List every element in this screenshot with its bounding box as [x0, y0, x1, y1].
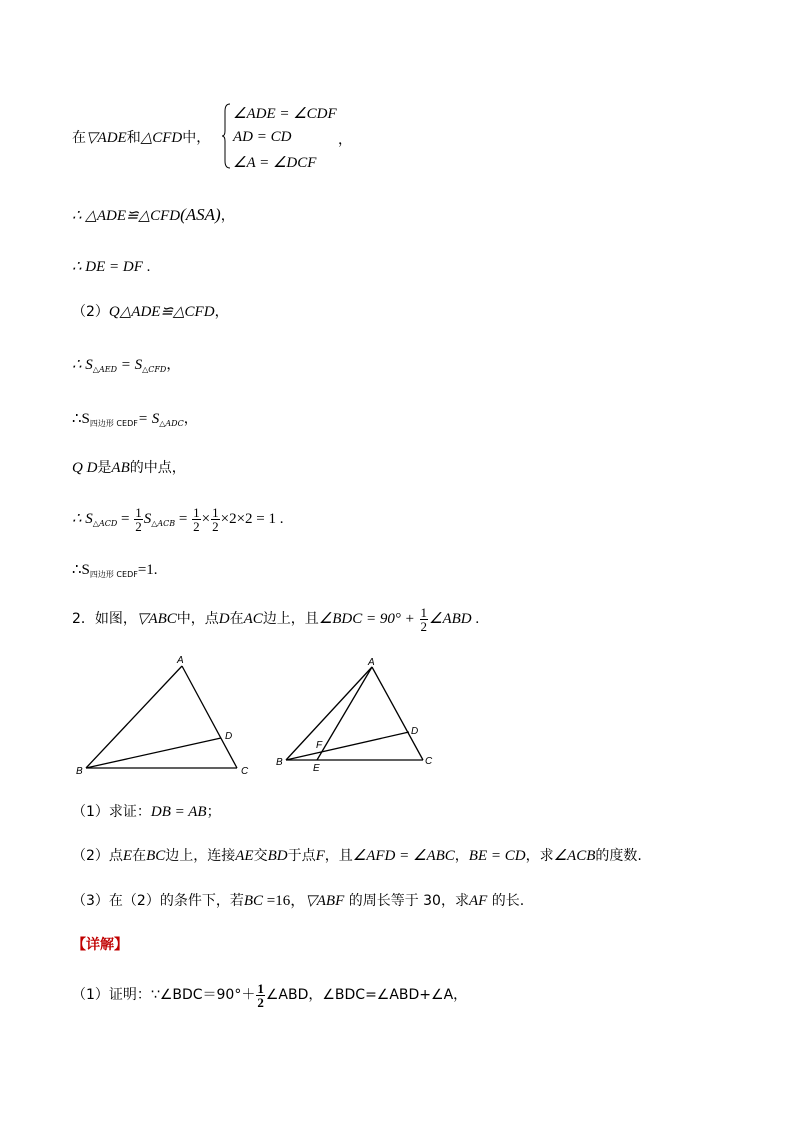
numerator: 1	[135, 504, 142, 520]
question-2	[72, 604, 479, 634]
text: ，	[220, 208, 235, 224]
math: ∠ABD	[429, 611, 472, 627]
text: .	[142, 259, 151, 275]
subscript: 四边形 CEDF	[89, 419, 138, 428]
math: BC	[146, 848, 166, 864]
equation-1: ∠ADE = ∠CDF	[233, 106, 337, 122]
text: .	[471, 611, 480, 627]
label-B: B	[276, 757, 283, 768]
text: ∠ABD，∠BDC=∠ABD+∠A，	[265, 987, 468, 1003]
text: （2）	[72, 304, 109, 320]
math: ▽ADE	[86, 130, 127, 146]
math: ∴ △ADE≌△CFD	[72, 208, 181, 224]
math: (ASA)	[180, 205, 221, 224]
math: Q△ADE≌△CFD	[108, 304, 215, 320]
math: ▽ABC	[136, 611, 177, 627]
fraction	[134, 506, 143, 533]
text: （1）求证：	[72, 804, 151, 820]
text: 于点	[287, 848, 316, 864]
subscript: 四边形 CEDF	[89, 570, 138, 579]
text: ，	[338, 132, 352, 148]
text: 中，点	[176, 611, 219, 627]
math: ▽ABF	[305, 893, 345, 909]
label-C: C	[241, 766, 249, 777]
label-A: A	[177, 655, 184, 666]
math: AE	[235, 848, 254, 864]
fraction	[192, 506, 201, 533]
segment-AC	[372, 667, 423, 760]
text: 在	[132, 848, 147, 864]
text: 是	[97, 460, 112, 476]
question-2-part-1	[72, 803, 221, 821]
text: ∴S	[72, 411, 90, 427]
subscript: △ADC	[159, 419, 184, 428]
question-2-part-3	[72, 892, 524, 910]
text: 在	[229, 611, 244, 627]
text: ，	[183, 411, 198, 427]
text: 的度数.	[595, 848, 642, 864]
math: AF	[468, 893, 488, 909]
subscript: △AED	[92, 365, 117, 374]
text: .	[276, 511, 284, 527]
text: 在	[72, 130, 86, 146]
math: ×	[201, 511, 211, 527]
text: 边上，连接	[165, 848, 236, 864]
segment-AB	[286, 667, 372, 760]
math: ∠AFD = ∠ABC	[352, 848, 455, 864]
math: ×2×2 = 1	[220, 511, 276, 527]
fraction	[420, 606, 429, 633]
label-E: E	[313, 763, 320, 774]
equation-3: ∠A = ∠DCF	[233, 155, 317, 171]
denominator: 2	[420, 618, 428, 634]
subscript: △ACB	[151, 519, 176, 528]
math: AC	[243, 611, 263, 627]
text: 的周长等于 30，求	[344, 893, 469, 909]
text: ，求	[525, 848, 554, 864]
line-4	[72, 303, 229, 321]
fraction	[211, 506, 220, 533]
text: ；	[206, 804, 221, 820]
text: （2）点	[72, 848, 123, 864]
math: BD	[267, 848, 288, 864]
math: = S	[116, 357, 143, 373]
denominator: 2	[135, 518, 142, 534]
numerator: 1	[257, 980, 264, 996]
text: ，	[214, 304, 229, 320]
segment-AC	[182, 666, 237, 768]
denominator: 2	[193, 518, 200, 534]
text: （3）在（2）的条件下，若	[72, 893, 244, 909]
line-5	[72, 356, 180, 376]
text: =16，	[263, 893, 306, 909]
math: F	[315, 848, 325, 864]
math: BC	[243, 893, 263, 909]
text: ，	[454, 848, 469, 864]
line-9	[72, 561, 158, 581]
line-3	[72, 258, 150, 276]
denominator: 2	[257, 994, 264, 1010]
detail-heading	[72, 936, 128, 954]
math: △CFD	[140, 130, 183, 146]
math: D	[218, 611, 230, 627]
math: Q D	[72, 460, 98, 476]
subscript: △CFD	[142, 365, 167, 374]
math: E	[122, 848, 133, 864]
math: ∴ DE = DF	[72, 259, 143, 275]
segment-AB	[86, 666, 182, 768]
fraction	[256, 982, 265, 1009]
text: 边上，且	[262, 611, 319, 627]
math: = S	[137, 411, 160, 427]
label-D: D	[411, 726, 419, 737]
math: DB = AB	[150, 804, 207, 820]
text: ，且	[324, 848, 353, 864]
numerator: 1	[212, 504, 219, 520]
numerator: 1	[420, 604, 428, 620]
math: ∠ACB	[553, 848, 596, 864]
text: 交	[253, 848, 268, 864]
line-2	[72, 206, 235, 225]
math: S	[143, 511, 152, 527]
proof-line-1	[72, 980, 467, 1010]
math: =	[117, 511, 134, 527]
math: ∴ S	[72, 511, 93, 527]
text: （1）证明：∵∠BDC＝90°＋	[72, 987, 256, 1003]
detail-label: 【详解】	[72, 937, 128, 953]
math: =	[175, 511, 192, 527]
text: 的中点，	[129, 460, 186, 476]
label-F: F	[316, 740, 323, 751]
text: ，	[166, 357, 181, 373]
label-C: C	[425, 756, 433, 767]
question-2-part-2	[72, 847, 642, 865]
left-brace-icon	[222, 103, 232, 169]
line-6	[72, 410, 198, 430]
numerator: 1	[193, 504, 200, 520]
segment-BD	[86, 738, 221, 768]
math: ∴ S	[72, 357, 93, 373]
segment-BD	[286, 732, 409, 760]
denominator: 2	[212, 518, 219, 534]
text: 的长.	[487, 893, 525, 909]
text: 中，	[182, 130, 211, 146]
label-A: A	[368, 657, 375, 668]
subscript: △ACD	[92, 519, 118, 528]
text: 和	[126, 130, 141, 146]
text: ∴S	[72, 562, 90, 578]
math: AB	[111, 460, 130, 476]
triangle-figure-2	[270, 650, 440, 775]
line-8	[72, 504, 284, 536]
equation-2: AD = CD	[233, 129, 292, 145]
math: BE = CD	[468, 848, 526, 864]
triangle-figure-1	[70, 650, 260, 780]
label-D: D	[225, 731, 233, 742]
text: =1.	[137, 562, 158, 578]
math: ∠BDC = 90° +	[318, 611, 419, 627]
label-B: B	[76, 766, 83, 777]
line-7	[72, 459, 186, 477]
text: 2．如图，	[72, 611, 137, 627]
line-1	[72, 129, 210, 147]
